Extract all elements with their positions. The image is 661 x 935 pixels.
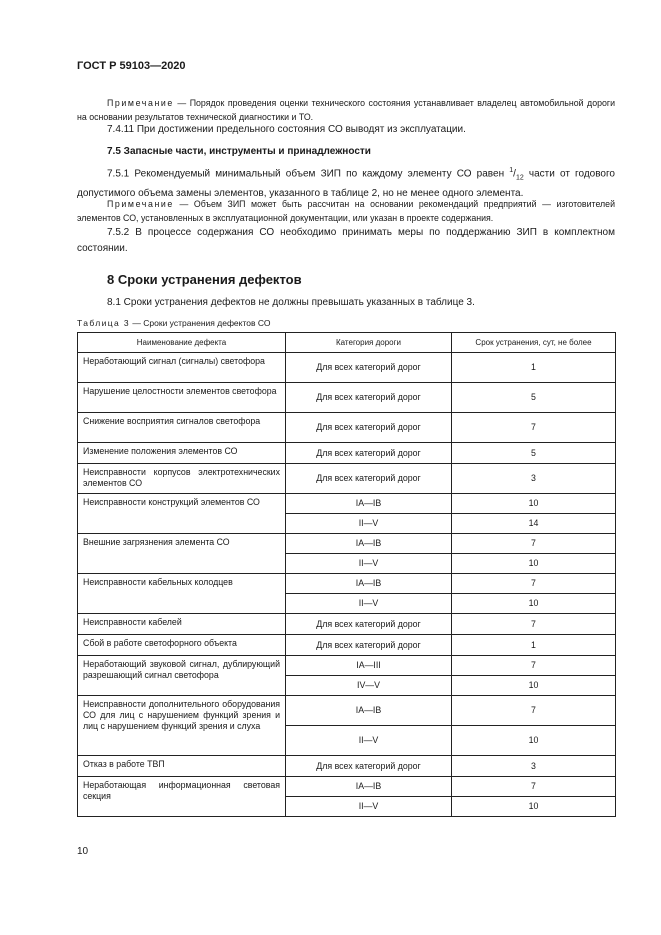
term-cell: 5	[452, 443, 616, 464]
table-row	[78, 464, 616, 494]
defect-name-cell: Неработающий звуковой сигнал, дублирующий разрешающий сигнал светофора	[78, 656, 286, 696]
defect-name-cell: Сбой в работе светофорного объекта	[78, 635, 286, 656]
p751-before: 7.5.1 Рекомендуемый минимальный объем ЗИП по каждому элементу СО равен	[107, 168, 510, 180]
term-cell: 14	[452, 514, 616, 534]
road-category-cell: Для всех категорий дорог	[286, 635, 452, 656]
defect-name-cell: Неисправности корпусов электротехнических элементов СО	[78, 464, 286, 494]
road-category-cell: II—V	[286, 797, 452, 817]
road-category-cell: II—V	[286, 554, 452, 574]
road-category-cell: Для всех категорий дорог	[286, 383, 452, 413]
table-row	[78, 696, 616, 726]
term-cell: 5	[452, 383, 616, 413]
table-row	[78, 756, 616, 777]
note-1-text: — Порядок проведения оценки технического состояния устанавливает владелец автомобильной дороги на основании результатов технической диагностики и ТО.	[77, 98, 615, 122]
table-row	[78, 383, 616, 413]
header-defect-name: Наименование дефекта	[78, 333, 286, 353]
p751-after: части от годового допустимого объема замены элементов, указанного в таблице 2, но не менее одного элемента.	[77, 168, 615, 200]
road-category-cell: IA—IB	[286, 574, 452, 594]
term-cell: 10	[452, 594, 616, 614]
defect-name-cell: Нарушение целостности элементов светофора	[78, 383, 286, 413]
defect-name-cell: Неработающий сигнал (сигналы) светофора	[78, 353, 286, 383]
road-category-cell: II—V	[286, 594, 452, 614]
term-cell: 1	[452, 353, 616, 383]
page-number: 10	[77, 846, 89, 857]
term-cell: 10	[452, 494, 616, 514]
term-cell: 10	[452, 726, 616, 756]
defect-name-cell: Неисправности кабельных колодцев	[78, 574, 286, 614]
defect-name-cell: Внешние загрязнения элемента СО	[78, 534, 286, 574]
defect-name-cell: Неисправности дополнительного оборудования СО для лиц с нарушением функций зрения и лиц с нарушением функций зрения и слуха	[78, 696, 286, 756]
table-header-row	[78, 333, 616, 353]
road-category-cell: Для всех категорий дорог	[286, 443, 452, 464]
note-1-label: Примечание	[107, 98, 174, 108]
table-row	[78, 635, 616, 656]
road-category-cell: IV—V	[286, 676, 452, 696]
note-2-label: Примечание	[107, 199, 174, 209]
fraction-slash: /	[513, 168, 516, 180]
term-cell: 7	[452, 777, 616, 797]
term-cell: 7	[452, 696, 616, 726]
table-row	[78, 443, 616, 464]
note-2	[77, 197, 615, 225]
road-category-cell: Для всех категорий дорог	[286, 413, 452, 443]
section-heading-8: 8 Сроки устранения дефектов	[107, 272, 302, 287]
table-row	[78, 534, 616, 554]
term-cell: 7	[452, 534, 616, 554]
term-cell: 1	[452, 635, 616, 656]
road-category-cell: IA—IB	[286, 696, 452, 726]
road-category-cell: II—V	[286, 514, 452, 534]
defect-name-cell: Неработающая информационная световая секция	[78, 777, 286, 817]
defect-name-cell: Неисправности конструкций элементов СО	[78, 494, 286, 534]
table-row	[78, 777, 616, 797]
term-cell: 7	[452, 574, 616, 594]
road-category-cell: IA—IB	[286, 777, 452, 797]
paragraph-7-5-2: 7.5.2 В процессе содержания СО необходимо принимать меры по поддержанию ЗИП в комплектном состоянии.	[77, 227, 615, 254]
term-cell: 3	[452, 464, 616, 494]
road-category-cell: IA—IB	[286, 534, 452, 554]
defect-name-cell: Снижение восприятия сигналов светофора	[78, 413, 286, 443]
fraction-numerator: 1	[509, 167, 514, 174]
term-cell: 7	[452, 413, 616, 443]
section-heading-7-5: 7.5 Запасные части, инструменты и принадлежности	[107, 146, 371, 157]
paragraph-7-4-11: 7.4.11 При достижении предельного состояния СО выводят из эксплуатации.	[107, 124, 466, 135]
note-2-text: — Объем ЗИП может быть рассчитан на основании рекомендаций предприятий — изготовителей элементов СО, установленных в эксплуатационной документации, или указан в проекте содержания.	[77, 199, 615, 223]
table-row	[78, 656, 616, 676]
term-cell: 10	[452, 554, 616, 574]
road-category-cell: Для всех категорий дорог	[286, 756, 452, 777]
table-row	[78, 614, 616, 635]
table-row	[78, 574, 616, 594]
term-cell: 10	[452, 676, 616, 696]
paragraph-8-1: 8.1 Сроки устранения дефектов не должны превышать указанных в таблице 3.	[107, 297, 475, 308]
table-caption-label: Таблица 3	[77, 318, 131, 328]
road-category-cell: IA—IB	[286, 494, 452, 514]
road-category-cell: Для всех категорий дорог	[286, 614, 452, 635]
defect-name-cell: Неисправности кабелей	[78, 614, 286, 635]
fraction-denominator: 12	[515, 174, 524, 182]
road-category-cell: II—V	[286, 726, 452, 756]
defect-name-cell: Отказ в работе ТВП	[78, 756, 286, 777]
defect-name-cell: Изменение положения элементов СО	[78, 443, 286, 464]
table-caption	[77, 318, 270, 328]
term-cell: 10	[452, 797, 616, 817]
table-row	[78, 494, 616, 514]
note-1	[77, 96, 615, 124]
term-cell: 3	[452, 756, 616, 777]
document-header: ГОСТ Р 59103—2020	[77, 60, 186, 72]
header-term: Срок устранения, сут, не более	[452, 333, 616, 353]
road-category-cell: Для всех категорий дорог	[286, 353, 452, 383]
table-row	[78, 353, 616, 383]
term-cell: 7	[452, 656, 616, 676]
table-caption-text: — Сроки устранения дефектов СО	[130, 318, 271, 328]
term-cell: 7	[452, 614, 616, 635]
table-row	[78, 413, 616, 443]
header-road-category: Категория дороги	[286, 333, 452, 353]
road-category-cell: IA—III	[286, 656, 452, 676]
defect-terms-table	[77, 332, 616, 817]
road-category-cell: Для всех категорий дорог	[286, 464, 452, 494]
